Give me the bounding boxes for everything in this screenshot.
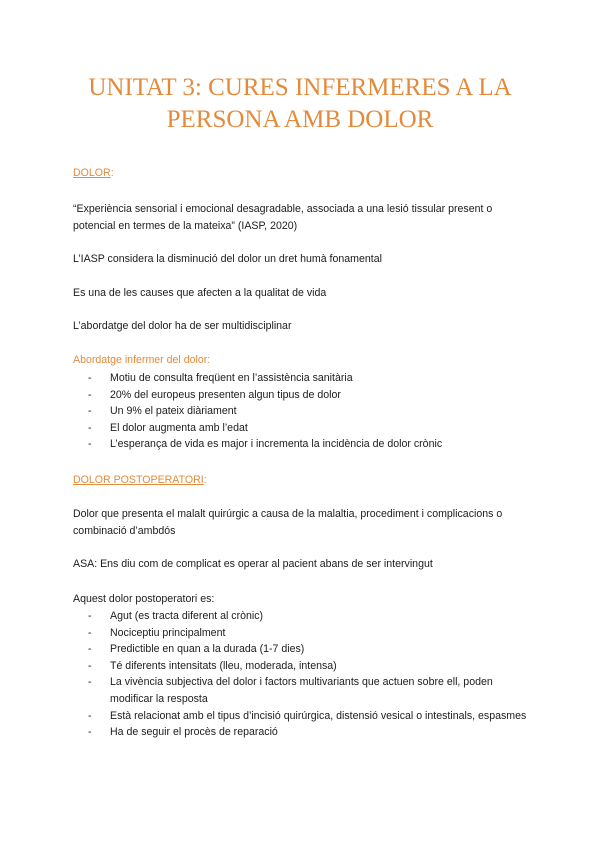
title-line-2: PERSONA AMB DOLOR [166,106,434,133]
list-item: - Està relacionat amb el tipus d’incisió quirúrgica, distensió vesical o intestinals, espasmes [88,709,527,722]
list-item: - Un 9% el pateix diàriament [88,405,237,418]
postoperative-list [73,608,533,741]
paragraph-postoperative-definition: Dolor que presenta el malalt quirúrgic a causa de la malaltia, procediment i complicacions o combinació d’ambdós [73,508,503,537]
list-item: - Predictible en quan a la durada (1-7 dies) [88,643,305,656]
list-item: - Motiu de consulta freqüent en l’assistència sanitària [88,372,353,384]
list-item: - La vivència subjectiva del dolor i factors multivariants que actuen sobre ell, poden modificar la resposta [88,676,493,705]
nursing-approach-list [73,370,543,453]
list-item: - L’esperança de vida es major i incrementa la incidència de dolor crònic [88,438,443,451]
paragraph-quality-of-life: Es una de les causes que afecten a la qualitat de vida [73,287,327,299]
paragraph-postoperative-intro: Aquest dolor postoperatori es: [73,593,215,605]
subheading-nursing-approach: Abordatge infermer del dolor: [73,354,211,366]
list-item: - Agut (es tracta diferent al crònic) [88,610,264,622]
list-item: - El dolor augmenta amb l’edat [88,421,248,434]
section-heading-dolor: DOLOR: [73,167,114,179]
list-item: - Ha de seguir el procès de reparació [88,726,278,739]
list-item: - Té diferents intensitats (lleu, moderada, intensa) [88,659,337,672]
page-title [60,72,540,136]
list-item: - 20% del europeus presenten algun tipus de dolor [88,388,341,401]
section-heading-postoperative: DOLOR POSTOPERATORI: [73,474,207,486]
paragraph-iasp: L’IASP considera la disminució del dolor un dret humà fonamental [73,253,382,265]
paragraph-multidisciplinary: L’abordatge del dolor ha de ser multidisciplinar [73,320,292,332]
title-line-1: UNITAT 3: CURES INFERMERES A LA [88,74,512,101]
list-item: - Nociceptiu principalment [88,626,226,639]
definition-quote: “Experiència sensorial i emocional desagradable, associada a una lesió tissular present o potencial en termes de la mateixa” (IASP, 2020) [73,203,493,232]
paragraph-asa: ASA: Ens diu com de complicat es operar al pacient abans de ser intervingut [73,558,433,570]
